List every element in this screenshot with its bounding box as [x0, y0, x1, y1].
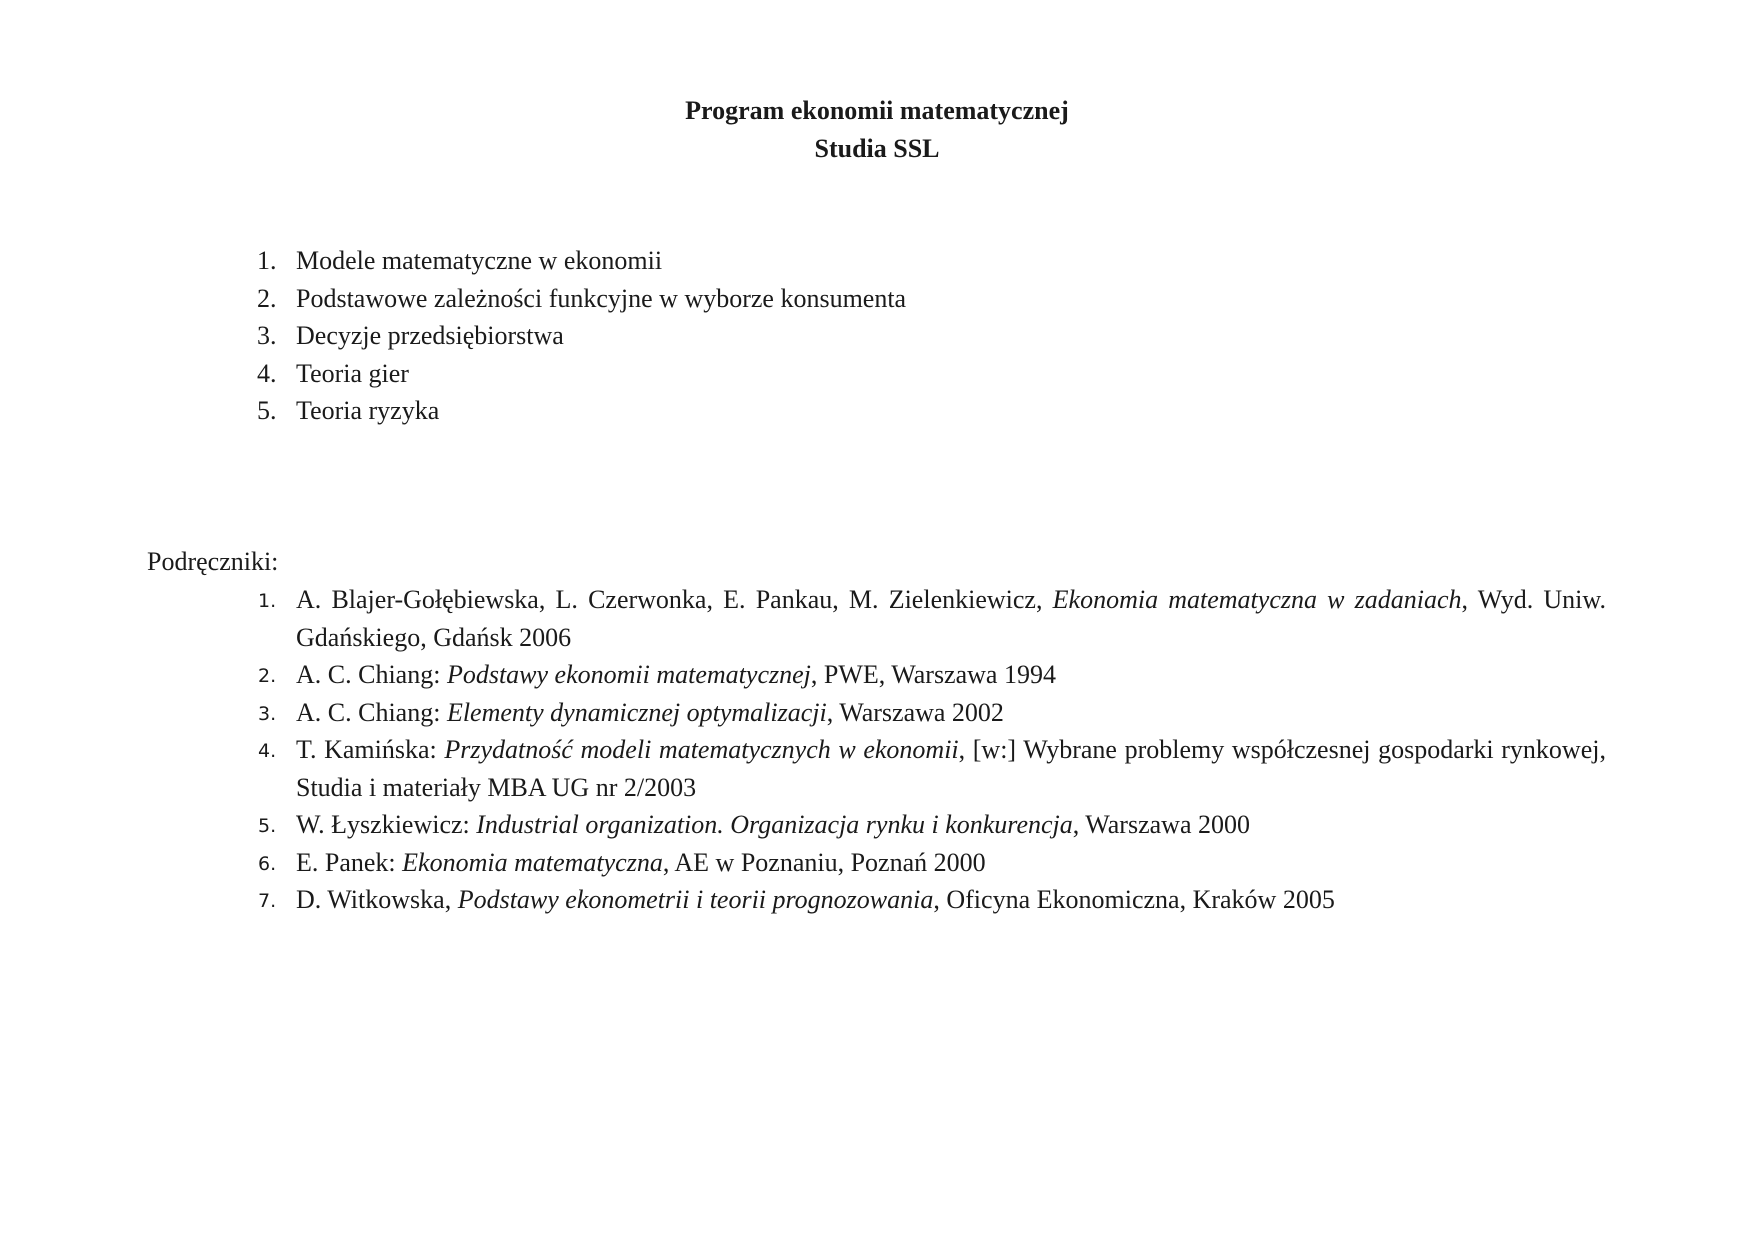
book-title: Ekonomia matematyczna w zadaniach: [1052, 585, 1462, 614]
list-item-number: 1.: [258, 590, 277, 612]
list-item: [252, 280, 906, 318]
list-item: [252, 355, 906, 393]
book-title: Podstawy ekonomii matematycznej: [446, 660, 811, 689]
list-item-number: 1.: [257, 246, 277, 275]
list-item: [258, 694, 1606, 732]
title-line-2: Studia SSL: [814, 134, 940, 163]
book-publisher: , [w:] Wybrane problemy współczesnej gospodarki rynkowej, Studia i materiały MBA UG nr 2/2003: [296, 735, 1606, 802]
list-item-text: Podstawowe zależności funkcyjne w wyborze konsumenta: [296, 283, 907, 313]
book-title: Industrial organization. Organizacja rynku i konkurencja: [476, 810, 1073, 839]
list-item-number: 5.: [257, 396, 277, 425]
textbooks-list: [258, 581, 1606, 919]
list-item-number: 3.: [257, 321, 277, 350]
list-item-text: Teoria ryzyka: [296, 396, 440, 425]
book-authors: T. Kamińska:: [296, 735, 445, 764]
list-item-text: Decyzje przedsiębiorstwa: [296, 321, 564, 350]
title-line-1: Program ekonomii matematycznej: [685, 96, 1069, 125]
list-item-number: 7.: [258, 890, 277, 912]
book-title: Ekonomia matematyczna: [402, 847, 663, 877]
list-item-number: 4.: [258, 740, 277, 762]
book-authors: E. Panek:: [296, 847, 403, 877]
list-item: [258, 731, 1606, 806]
list-item-number: 2.: [258, 665, 277, 687]
list-item-number: 2.: [257, 283, 277, 313]
book-publisher: , Oficyna Ekonomiczna, Kraków 2005: [933, 885, 1335, 914]
list-item: [258, 806, 1606, 844]
textbooks-heading: Podręczniki:: [147, 547, 279, 576]
document-title: [0, 92, 1754, 168]
list-item: [252, 392, 906, 430]
book-authors: A. C. Chiang:: [296, 660, 447, 689]
topics-list: [252, 242, 906, 430]
list-item-text: Teoria gier: [296, 358, 409, 388]
list-item-number: 5.: [258, 815, 277, 837]
list-item-number: 4.: [257, 358, 277, 388]
list-item: [258, 581, 1606, 656]
list-item: [258, 656, 1606, 694]
book-authors: A. Blajer-Gołębiewska, L. Czerwonka, E. Pankau, M. Zielenkiewicz,: [296, 585, 1053, 614]
book-title: Podstawy ekonometrii i teorii prognozowania: [457, 885, 934, 914]
book-publisher: , PWE, Warszawa 1994: [810, 660, 1056, 689]
list-item-number: 3.: [258, 702, 277, 725]
list-item-number: 6.: [258, 852, 277, 875]
book-publisher: , Wyd. Uniw. Gdańskiego, Gdańsk 2006: [296, 585, 1606, 652]
book-authors: A. C. Chiang:: [296, 697, 447, 727]
list-item: [258, 844, 1606, 882]
list-item: [252, 242, 906, 280]
book-publisher: , AE w Poznaniu, Poznań 2000: [662, 847, 986, 877]
list-item-text: Modele matematyczne w ekonomii: [296, 246, 663, 275]
list-item: [258, 881, 1606, 919]
book-publisher: , Warszawa 2000: [1072, 810, 1250, 839]
book-publisher: , Warszawa 2002: [826, 697, 1004, 727]
book-authors: W. Łyszkiewicz:: [296, 810, 477, 839]
book-authors: D. Witkowska,: [296, 885, 458, 914]
list-item: [252, 317, 906, 355]
book-title: Przydatność modeli matematycznych w ekonomii: [444, 735, 959, 764]
book-title: Elementy dynamicznej optymalizacji: [446, 697, 827, 727]
